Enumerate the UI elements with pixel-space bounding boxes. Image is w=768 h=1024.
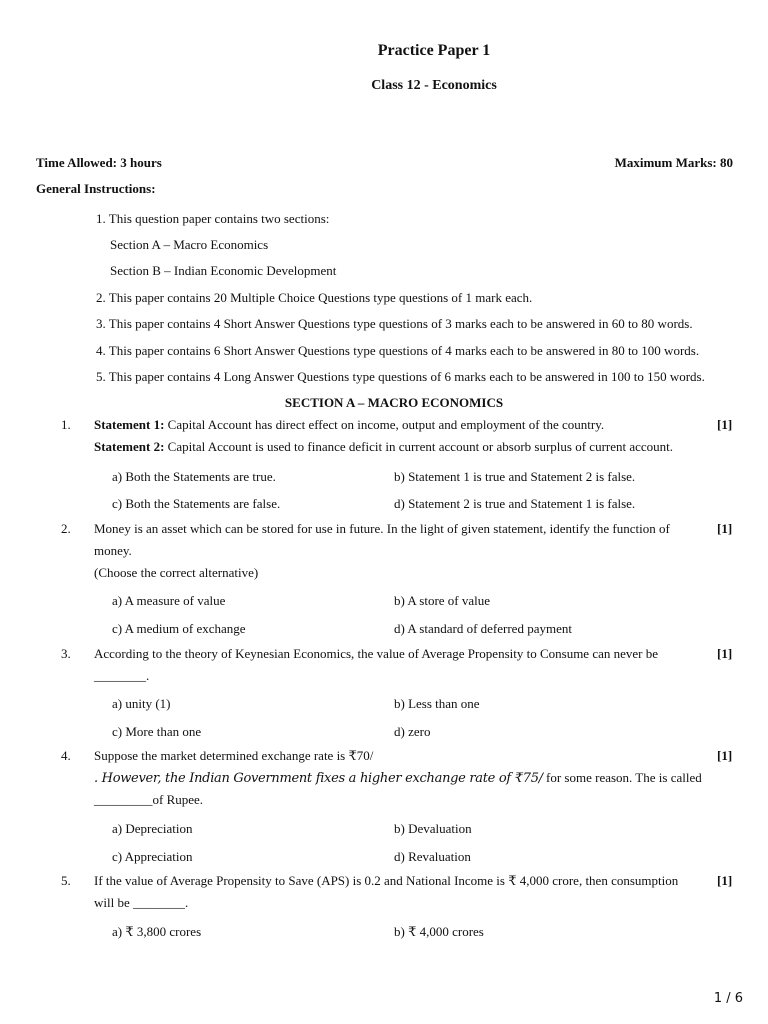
- page-number: 1 / 6: [713, 991, 743, 1006]
- option: a) unity (1): [112, 696, 171, 711]
- option: a) A measure of value: [112, 593, 226, 608]
- question-text: [94, 770, 702, 786]
- question-text: If the value of Average Propensity to Save (APS) is 0.2 and National Income is ₹ 4,000 crore, then consumption: [94, 873, 679, 888]
- question-text: According to the theory of Keynesian Economics, the value of Average Propensity to Consume can never be: [94, 646, 659, 661]
- option: d) zero: [394, 724, 431, 739]
- instruction-item: 1. This question paper contains two sections:: [96, 211, 330, 226]
- question-text: [94, 439, 694, 455]
- question-number: 3.: [61, 646, 71, 661]
- question-marks: [1]: [717, 521, 733, 536]
- question-marks: [1]: [717, 748, 733, 763]
- maximum-marks: Maximum Marks: 80: [614, 155, 733, 170]
- option: c) Both the Statements are false.: [112, 496, 281, 511]
- question-marks: [1]: [717, 417, 733, 432]
- option: b) Devaluation: [394, 821, 472, 836]
- section-a-heading: SECTION A – MACRO ECONOMICS: [284, 395, 504, 410]
- option: c) More than one: [112, 724, 202, 739]
- option: d) Revaluation: [394, 849, 471, 864]
- instruction-item: 3. This paper contains 4 Short Answer Questions type questions of 3 marks each to be answered in 60 to 80 words.: [96, 316, 693, 331]
- option: c) A medium of exchange: [112, 621, 246, 636]
- instruction-item: 5. This paper contains 4 Long Answer Questions type questions of 6 marks each to be answered in 100 to 150 words.: [96, 369, 705, 384]
- option: a) Depreciation: [112, 821, 193, 836]
- question-text: Money is an asset which can be stored for use in future. In the light of given statement, identify the function of: [94, 521, 670, 536]
- general-instructions-heading: General Instructions:: [36, 181, 156, 196]
- question-marks: [1]: [717, 873, 733, 888]
- option: d) Statement 2 is true and Statement 1 is false.: [394, 496, 636, 511]
- option: b) Less than one: [394, 696, 480, 711]
- statement-text: Capital Account has direct effect on income, output and employment of the country.: [164, 417, 605, 432]
- question-text: (Choose the correct alternative): [94, 565, 259, 580]
- time-allowed: Time Allowed: 3 hours: [36, 155, 162, 170]
- option: b) A store of value: [394, 593, 491, 608]
- option: b) Statement 1 is true and Statement 2 is false.: [394, 469, 636, 484]
- instruction-item: Section A – Macro Economics: [110, 237, 269, 252]
- question-text: [94, 417, 694, 433]
- question-text-tail: for some reason. The is called: [542, 770, 702, 785]
- math-expression: . However, the Indian Government fixes a higher exchange rate of ₹75/: [94, 771, 543, 786]
- statement-text: Capital Account is used to finance deficit in current account or absorb surplus of current account.: [164, 439, 674, 454]
- statement-label: Statement 2:: [94, 439, 165, 454]
- question-number: 5.: [61, 873, 71, 888]
- option: a) Both the Statements are true.: [112, 469, 276, 484]
- paper-title: Practice Paper 1: [377, 42, 491, 59]
- question-number: 4.: [61, 748, 71, 763]
- instruction-item: Section B – Indian Economic Development: [110, 263, 337, 278]
- option: a) ₹ 3,800 crores: [112, 924, 202, 939]
- question-marks: [1]: [717, 646, 733, 661]
- question-text: Suppose the market determined exchange rate is ₹70/: [94, 748, 374, 763]
- paper-subtitle: Class 12 - Economics: [371, 78, 497, 93]
- question-number: 1.: [61, 417, 71, 432]
- option: d) A standard of deferred payment: [394, 621, 572, 636]
- option: b) ₹ 4,000 crores: [394, 924, 484, 939]
- question-text: ________.: [94, 668, 150, 683]
- question-text: will be ________.: [94, 895, 189, 910]
- option: c) Appreciation: [112, 849, 193, 864]
- instruction-item: 4. This paper contains 6 Short Answer Questions type questions of 4 marks each to be answered in 80 to 100 words.: [96, 343, 700, 358]
- question-text: _________of Rupee.: [94, 792, 204, 807]
- question-text: money.: [94, 543, 132, 558]
- question-number: 2.: [61, 521, 71, 536]
- statement-label: Statement 1:: [94, 417, 165, 432]
- instruction-item: 2. This paper contains 20 Multiple Choice Questions type questions of 1 mark each.: [96, 290, 533, 305]
